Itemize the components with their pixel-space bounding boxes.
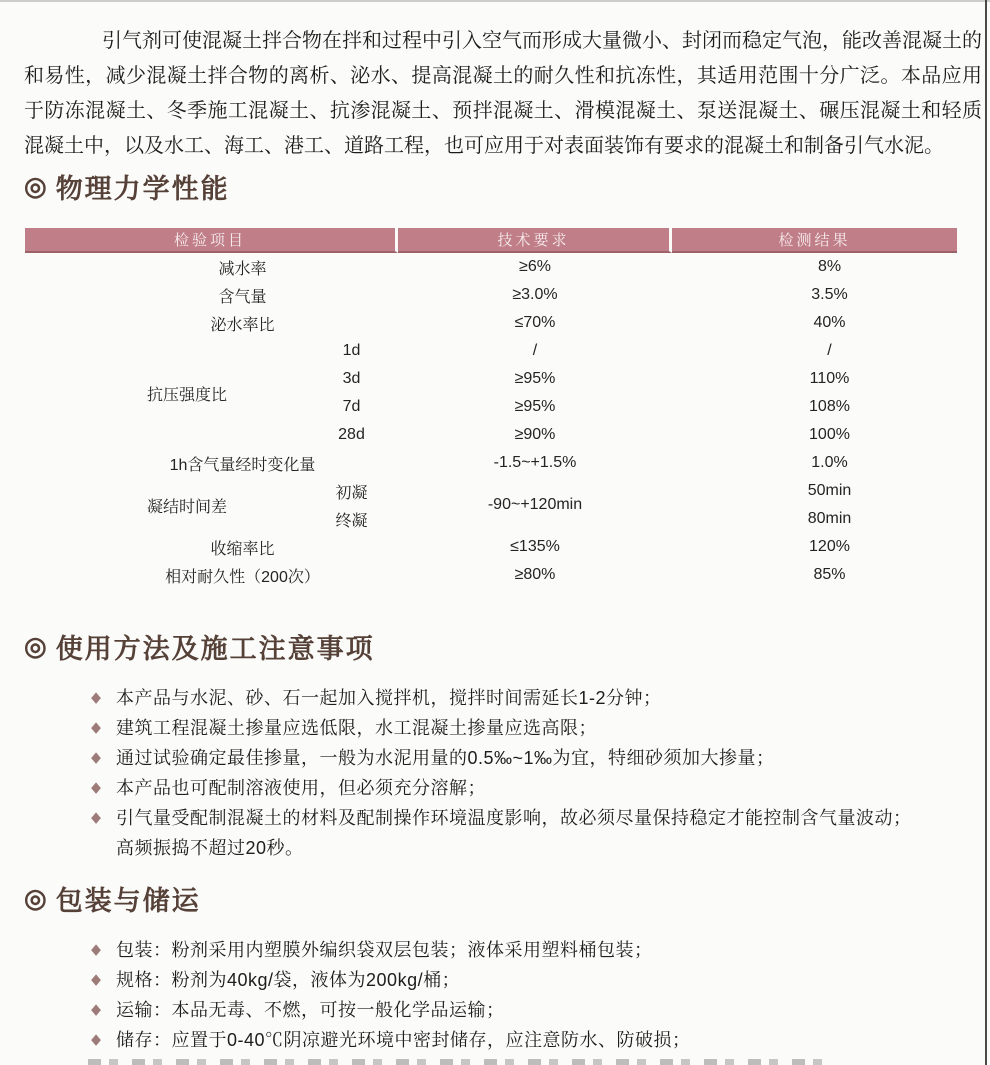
table-cell-phase: 初凝 [335, 484, 368, 502]
bullet-diamond-icon: ◆ [91, 689, 101, 706]
usage-item-text: 引气量受配制混凝土的材料及配制操作环境温度影响，故必须尽量保持稳定才能控制含气量波动； [116, 808, 912, 828]
page-top-edge-line [0, 0, 990, 2]
section-heading-physical [24, 168, 230, 204]
table-cell-requirement: -90~+120min [487, 496, 583, 513]
table-cell-requirement: ≤135% [510, 538, 560, 555]
list-item [0, 742, 990, 772]
table-cell-requirement: ≥6% [519, 258, 551, 275]
table-cell-item: 泌水率比 [210, 316, 275, 334]
table-cell-result: 40% [813, 314, 846, 331]
list-item [0, 712, 990, 742]
packaging-item-text: 运输：本品无毒、不燃，可按一般化学品运输； [116, 1000, 505, 1020]
bullet-diamond-icon: ◆ [91, 719, 101, 736]
table-cell-result: 120% [809, 538, 850, 555]
table-cell-requirement: ≥95% [514, 398, 556, 415]
cutoff-text-fragment [88, 1059, 828, 1065]
list-item [0, 934, 990, 964]
table-group-label-strength: 抗压强度比 [146, 386, 227, 404]
bullet-diamond-icon: ◆ [91, 971, 101, 988]
table-header-item: 检验项目 [25, 228, 398, 253]
list-item [0, 802, 990, 832]
page-right-edge-line [985, 0, 987, 1065]
table-cell-result: 100% [809, 426, 850, 443]
table-cell-item: 含气量 [218, 288, 267, 306]
list-item [0, 964, 990, 994]
bullet-diamond-icon: ◆ [91, 1001, 101, 1018]
table-cell-result: 3.5% [811, 286, 848, 303]
table-cell-result: 80min [807, 510, 852, 527]
section-title-packaging: 包装与储运 [55, 885, 201, 916]
packaging-item-text: 包装：粉剂采用内塑膜外编织袋双层包装；液体采用塑料桶包装； [116, 940, 653, 960]
usage-item-text: 高频振捣不超过20秒。 [116, 838, 304, 858]
table-header-result: 检测结果 [672, 228, 957, 253]
properties-table [25, 228, 957, 589]
table-cell-requirement: ≥90% [514, 426, 556, 443]
intro-paragraph: 引气剂可使混凝土拌合物在拌和过程中引入空气而形成大量微小、封闭而稳定气泡，能改善混凝土的和易性，减少混凝土拌合物的离析、泌水、提高混凝土的耐久性和抗冻性，其适用范围十分广泛。本品应用于防冻混凝土、冬季施工混凝土、抗渗混凝土、预拌混凝土、滑模混凝土、泵送混凝土、碾压混凝土和轻质混凝土中，以及水工、海工、港工、道路工程，也可应用于对表面装饰有要求的混凝土和制备引气水泥。 [24, 30, 982, 157]
usage-notes-list [0, 682, 990, 862]
table-cell-result: 85% [813, 566, 846, 583]
bullet-diamond-icon: ◆ [91, 941, 101, 958]
table-cell-item: 减水率 [218, 260, 267, 278]
table-cell-age: 28d [338, 426, 365, 443]
section-marker-icon: ◎ [24, 883, 47, 913]
table-header-requirement: 技术要求 [398, 228, 672, 253]
section-marker-icon: ◎ [24, 631, 47, 661]
table-group-label-setting: 凝结时间差 [146, 498, 227, 516]
table-cell-result: 50min [807, 482, 852, 499]
list-item-continuation [0, 832, 990, 862]
usage-item-text: 本产品与水泥、砂、石一起加入搅拌机，搅拌时间需延长1-2分钟； [116, 688, 662, 708]
table-cell-requirement: ≤70% [514, 314, 556, 331]
table-cell-result: 8% [817, 258, 842, 275]
section-marker-icon: ◎ [24, 171, 47, 201]
table-cell-requirement: ≥3.0% [512, 286, 558, 303]
table-cell-item: 1h含气量经时变化量 [169, 456, 316, 474]
table-cell-phase: 终凝 [335, 512, 368, 530]
bullet-diamond-icon: ◆ [91, 749, 101, 766]
bullet-diamond-icon: ◆ [91, 779, 101, 796]
bullet-diamond-icon: ◆ [91, 809, 101, 826]
list-item [0, 772, 990, 802]
section-heading-packaging [24, 880, 201, 916]
section-title-physical: 物理力学性能 [55, 173, 230, 204]
usage-item-text: 本产品也可配制溶液使用，但必须充分溶解； [116, 778, 486, 798]
table-cell-requirement: ≥95% [514, 370, 556, 387]
usage-item-text: 建筑工程混凝土掺量应选低限，水工混凝土掺量应选高限； [116, 718, 597, 738]
packaging-list [0, 934, 990, 1054]
packaging-item-text: 储存：应置于0-40℃阴凉避光环境中密封储存，应注意防水、防破损； [116, 1030, 691, 1050]
table-cell-item: 相对耐久性（200次） [165, 568, 320, 586]
table-cell-age: 1d [342, 342, 361, 359]
section-heading-usage [24, 628, 375, 664]
table-cell-age: 3d [342, 370, 361, 387]
table-cell-item: 收缩率比 [210, 540, 275, 558]
list-item [0, 1024, 990, 1054]
table-cell-result: 110% [809, 370, 850, 387]
table-cell-age: 7d [342, 398, 361, 415]
list-item [0, 994, 990, 1024]
table-cell-requirement: / [532, 342, 538, 359]
table-cell-requirement: ≥80% [514, 566, 556, 583]
table-cell-result: 108% [809, 398, 850, 415]
table-cell-requirement: -1.5~+1.5% [493, 454, 577, 471]
table-cell-result: 1.0% [811, 454, 848, 471]
list-item [0, 682, 990, 712]
section-title-usage: 使用方法及施工注意事项 [55, 633, 375, 664]
bullet-diamond-icon: ◆ [91, 1031, 101, 1048]
table-cell-result: / [827, 342, 832, 359]
usage-item-text: 通过试验确定最佳掺量，一般为水泥用量的0.5‰~1‰为宜，特细砂须加大掺量； [116, 748, 775, 768]
packaging-item-text: 规格：粉剂为40kg/袋，液体为200kg/桶； [116, 970, 461, 990]
